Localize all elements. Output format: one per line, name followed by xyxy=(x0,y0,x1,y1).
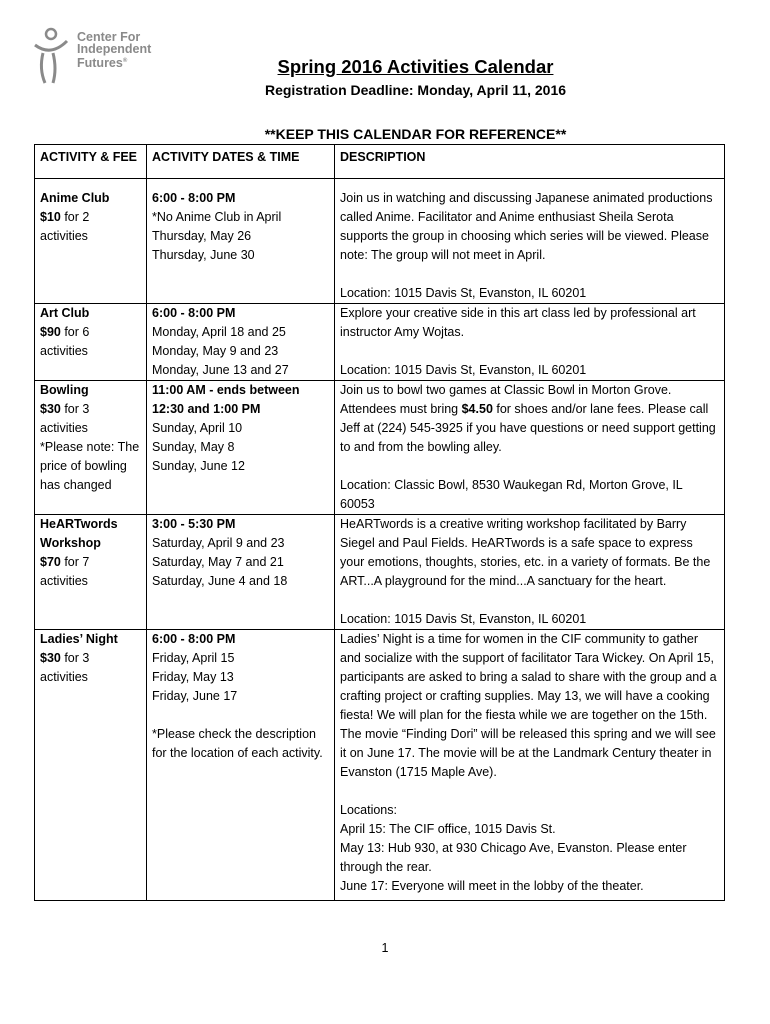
activity-fee-cell xyxy=(35,381,147,515)
locations-label: Locations: xyxy=(340,803,397,817)
date-line: Saturday, June 4 and 18 xyxy=(152,574,288,588)
time-range: 12:30 and 1:00 PM xyxy=(152,402,261,416)
activity-name: Anime Club xyxy=(40,191,110,205)
fee-count: for 3 xyxy=(60,651,90,665)
logo-line: Independent xyxy=(77,42,152,56)
activity-fee-cell xyxy=(35,515,147,630)
dates-cell xyxy=(147,179,335,304)
date-line: Thursday, May 26 xyxy=(152,229,252,243)
logo-line: Futures xyxy=(77,56,123,71)
date-line: Monday, May 9 and 23 xyxy=(152,344,279,358)
header-description: DESCRIPTION xyxy=(335,145,725,179)
date-line: Sunday, April 10 xyxy=(152,421,243,435)
fee-count: for 7 xyxy=(60,555,90,569)
activity-name: Bowling xyxy=(40,383,89,397)
date-line: Saturday, May 7 and 21 xyxy=(152,555,284,569)
location-text: Location: Classic Bowl, 8530 Waukegan Rd, Morton Grove, IL 60053 xyxy=(340,478,683,511)
time-range: 6:00 - 8:00 PM xyxy=(152,306,236,320)
description-cell xyxy=(335,381,725,515)
date-line: *No Anime Club in April xyxy=(152,210,282,224)
time-range: 6:00 - 8:00 PM xyxy=(152,191,236,205)
activity-name: Ladies’ Night xyxy=(40,632,118,646)
activity-name: Art Club xyxy=(40,306,90,320)
bowling-fee: $4.50 xyxy=(461,402,493,416)
fee-amount: $30 xyxy=(40,402,61,416)
fee-unit: activities xyxy=(40,670,88,684)
fee-amount: $90 xyxy=(40,325,61,339)
description-cell xyxy=(335,630,725,901)
dates-cell xyxy=(147,515,335,630)
keep-notice: **KEEP THIS CALENDAR FOR REFERENCE** xyxy=(264,126,567,142)
dates-cell xyxy=(147,304,335,381)
header-dates-time: ACTIVITY DATES & TIME xyxy=(147,145,335,179)
date-line: Sunday, May 8 xyxy=(152,440,235,454)
location-line: April 15: The CIF office, 1015 Davis St. xyxy=(340,822,556,836)
description-cell xyxy=(335,515,725,630)
registration-deadline: Registration Deadline: Monday, April 11, 2016 xyxy=(264,82,567,98)
date-line: Friday, April 15 xyxy=(152,651,235,665)
location-line: May 13: Hub 930, at 930 Chicago Ave, Evanston. Please enter through the rear. xyxy=(340,841,687,874)
time-range: 3:00 - 5:30 PM xyxy=(152,517,236,531)
fee-unit: activities xyxy=(40,344,88,358)
description-part: for shoes and/or lane fees. Please call Jeff at (224) 545-3925 if you have questions or need support getting to and from the bowling alley. xyxy=(340,402,716,454)
date-line: Monday, June 13 and 27 xyxy=(152,363,289,377)
page-number: 1 xyxy=(381,941,389,955)
fee-unit: activities xyxy=(40,229,88,243)
date-line: Thursday, June 30 xyxy=(152,248,255,262)
logo-mark: ® xyxy=(122,58,128,64)
activity-fee-cell xyxy=(35,630,147,901)
activities-table xyxy=(34,144,725,901)
dates-note: *Please check the description for the location of each activity. xyxy=(152,727,323,760)
header-activity-fee: ACTIVITY & FEE xyxy=(35,145,147,179)
activity-name: HeARTwords Workshop xyxy=(40,517,118,550)
fee-count: for 2 xyxy=(60,210,90,224)
table-row xyxy=(35,515,725,630)
description-cell xyxy=(335,304,725,381)
fee-count: for 6 xyxy=(60,325,90,339)
description-text: Join us in watching and discussing Japanese animated productions called Anime. Facilitator and Anime enthusiast Sheila Serota supports the group in choosing which series will be viewed. Please note: The group will not meet in April. xyxy=(340,191,713,262)
time-range: 11:00 AM - ends between xyxy=(152,383,300,397)
fee-count: for 3 xyxy=(60,402,90,416)
description-part: Join us to bowl two games at Classic Bowl in Morton Grove. Attendees must bring xyxy=(340,383,672,416)
description-text: Ladies’ Night is a time for women in the CIF community to gather and socialize with the support of facilitator Tara Wickey. On April 15, participants are asked to bring a salad to share with the group and a crafting project or crafting supplies. May 13, we will have a cooking fiesta! We will plan for the fiesta while we are together on the 15th. The movie “Finding Dori” will be released this spring and we will see it on June 17. The movie will be at the Landmark Century theater in Evanston (1715 Maple Ave). xyxy=(340,632,717,779)
location-text: Location: 1015 Davis St, Evanston, IL 60201 xyxy=(340,286,587,300)
fee-amount: $70 xyxy=(40,555,61,569)
fee-note: *Please note: The price of bowling has changed xyxy=(40,440,140,492)
page-title: Spring 2016 Activities Calendar xyxy=(277,56,554,77)
date-line: Sunday, June 12 xyxy=(152,459,245,473)
dates-cell xyxy=(147,630,335,901)
dates-cell xyxy=(147,381,335,515)
description-text: Explore your creative side in this art class led by professional art instructor Amy Wojtas. xyxy=(340,306,696,339)
date-line: Monday, April 18 and 25 xyxy=(152,325,286,339)
location-line: June 17: Everyone will meet in the lobby of the theater. xyxy=(340,879,644,893)
fee-amount: $30 xyxy=(40,651,61,665)
table-row xyxy=(35,630,725,901)
date-line: Friday, June 17 xyxy=(152,689,238,703)
date-line: Friday, May 13 xyxy=(152,670,234,684)
table-row xyxy=(35,179,725,304)
location-text: Location: 1015 Davis St, Evanston, IL 60201 xyxy=(340,363,587,377)
table-row xyxy=(35,304,725,381)
time-range: 6:00 - 8:00 PM xyxy=(152,632,236,646)
fee-unit: activities xyxy=(40,421,88,435)
location-text: Location: 1015 Davis St, Evanston, IL 60201 xyxy=(340,612,587,626)
description-text: HeARTwords is a creative writing workshop facilitated by Barry Siegel and Paul Fields. HeARTwords is a safe space to express your emotions, thoughts, stories, etc. in a variety of formats. Be the ART...A playground for the mind...A sanctuary for the heart. xyxy=(340,517,711,588)
description-cell xyxy=(335,179,725,304)
activity-fee-cell xyxy=(35,304,147,381)
description-text xyxy=(340,381,719,457)
fee-amount: $10 xyxy=(40,210,61,224)
logo-line: Center For xyxy=(77,30,141,44)
date-line: Saturday, April 9 and 23 xyxy=(152,536,285,550)
table-row xyxy=(35,381,725,515)
activity-fee-cell xyxy=(35,179,147,304)
fee-unit: activities xyxy=(40,574,88,588)
